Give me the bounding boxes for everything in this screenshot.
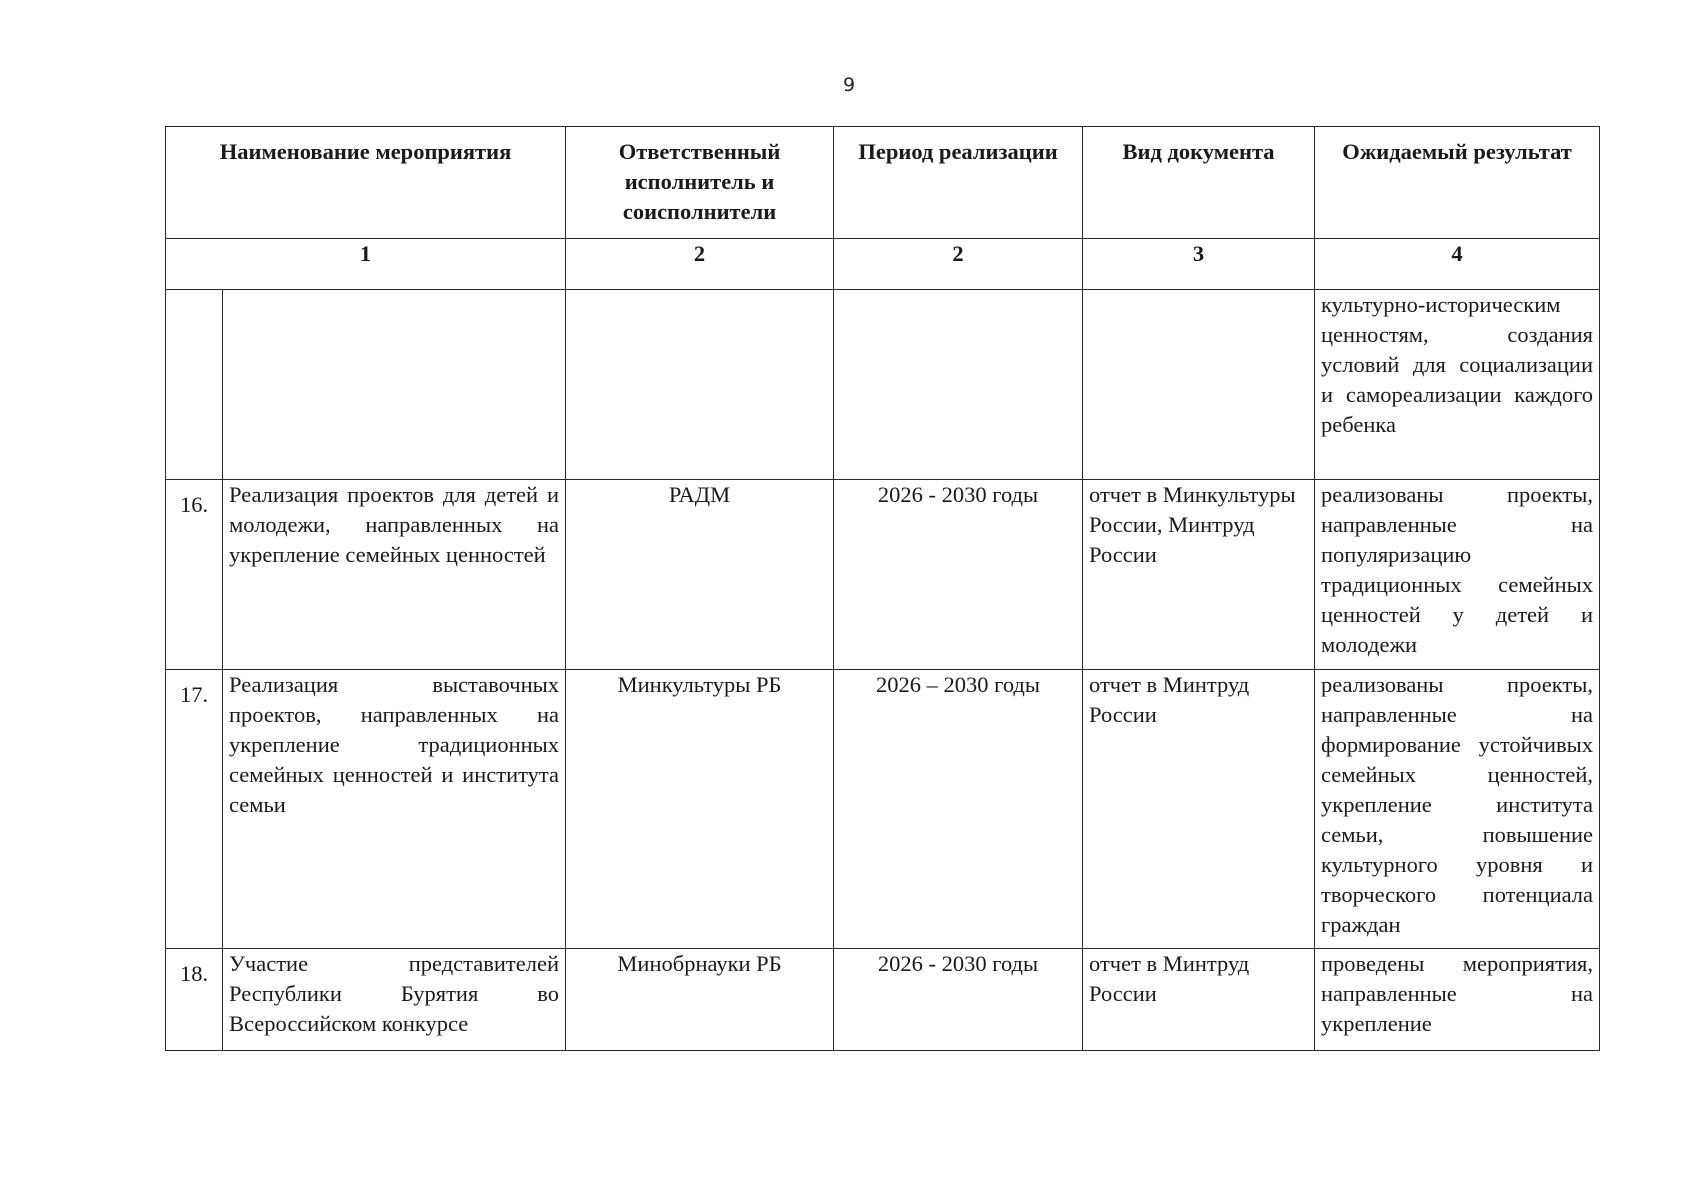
event-name-cell: Реализация проектов для детей и молодежи, направленных на укрепление семейных ценностей xyxy=(223,480,566,670)
column-number-3: 3 xyxy=(1083,239,1315,290)
page-number: 9 xyxy=(842,74,856,96)
document-cell: отчет в Минтруд России xyxy=(1083,670,1315,949)
column-number-4: 4 xyxy=(1315,239,1600,290)
row-number: 18. xyxy=(166,949,223,1051)
event-name-cell: Реализация выставочных проектов, направленных на укрепление традиционных семейных ценностей и института семьи xyxy=(223,670,566,949)
document-cell: отчет в Минтруд России xyxy=(1083,949,1315,1051)
table-row xyxy=(166,480,1600,670)
event-name-cell xyxy=(223,290,566,480)
header-responsible: Ответственный исполнитель и соисполнители xyxy=(566,127,834,239)
period-cell: 2026 - 2030 годы xyxy=(834,480,1083,670)
responsible-cell xyxy=(566,290,834,480)
table-header-row xyxy=(166,127,1600,239)
result-cell: реализованы проекты, направленные на формирование устойчивых семейных ценностей, укрепление института семьи, повышение культурного уровня и творческого потенциала граждан xyxy=(1315,670,1600,949)
header-period: Период реализации xyxy=(834,127,1083,239)
row-number xyxy=(166,290,223,480)
responsible-cell: РАДМ xyxy=(566,480,834,670)
row-number: 17. xyxy=(166,670,223,949)
document-cell: отчет в Минкультуры России, Минтруд России xyxy=(1083,480,1315,670)
event-name-cell: Участие представителей Республики Бурятия во Всероссийском конкурсе xyxy=(223,949,566,1051)
column-number-2: 2 xyxy=(566,239,834,290)
document-cell xyxy=(1083,290,1315,480)
result-cell: культурно-историческим ценностям, создания условий для социализации и самореализации каждого ребенка xyxy=(1315,290,1600,480)
column-number-1: 1 xyxy=(166,239,566,290)
table-row xyxy=(166,670,1600,949)
table-row xyxy=(166,290,1600,480)
period-cell xyxy=(834,290,1083,480)
header-event-name: Наименование мероприятия xyxy=(166,127,566,239)
responsible-cell: Минкультуры РБ xyxy=(566,670,834,949)
header-expected-result: Ожидаемый результат xyxy=(1315,127,1600,239)
period-cell: 2026 – 2030 годы xyxy=(834,670,1083,949)
responsible-cell: Минобрнауки РБ xyxy=(566,949,834,1051)
result-cell: проведены мероприятия, направленные на укрепление xyxy=(1315,949,1600,1051)
column-number-row xyxy=(166,239,1600,290)
column-number-2b: 2 xyxy=(834,239,1083,290)
events-plan-table xyxy=(165,126,1600,1051)
row-number: 16. xyxy=(166,480,223,670)
period-cell: 2026 - 2030 годы xyxy=(834,949,1083,1051)
header-document-type: Вид документа xyxy=(1083,127,1315,239)
result-cell: реализованы проекты, направленные на популяризацию традиционных семейных ценностей у детей и молодежи xyxy=(1315,480,1600,670)
table-row xyxy=(166,949,1600,1051)
